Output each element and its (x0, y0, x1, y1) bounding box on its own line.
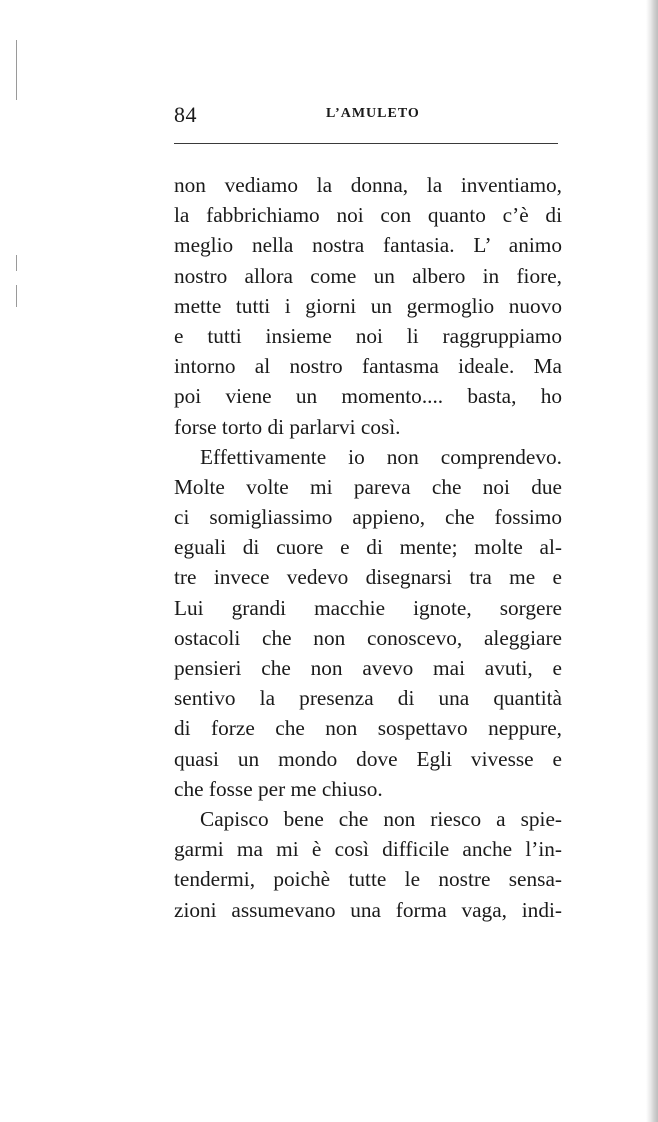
header-rule (174, 143, 558, 144)
running-title: L’AMULETO (326, 106, 420, 121)
text-line: di forze che non sospettavo neppure, (174, 716, 562, 741)
text-line: Effettivamente io non comprendevo. (200, 444, 562, 469)
text-line: zioni assumevano una forma vaga, indi- (174, 897, 562, 922)
text-line: forse torto di parlarvi così. (174, 414, 401, 439)
text-line: Lui grandi macchie ignote, sorgere (174, 595, 562, 620)
text-line: Molte volte mi pareva che noi due (174, 474, 562, 499)
text-line: e tutti insieme noi li raggruppiamo (174, 323, 562, 348)
left-margin-mark (16, 285, 17, 307)
running-header (174, 102, 560, 132)
body-text (174, 170, 562, 925)
text-line: Capisco bene che non riesco a spie- (200, 806, 562, 831)
text-line: mette tutti i giorni un germoglio nuovo (174, 293, 562, 318)
paragraph (174, 442, 562, 804)
text-line: intorno al nostro fantasma ideale. Ma (174, 354, 562, 379)
text-line: eguali di cuore e di mente; molte al- (174, 535, 562, 560)
left-margin-mark (16, 255, 17, 271)
text-line: nostro allora come un albero in fiore, (174, 263, 562, 288)
text-line: ci somigliassimo appieno, che fossimo (174, 505, 562, 530)
paragraph (174, 804, 562, 925)
text-line: garmi ma mi è così difficile anche l’in- (174, 837, 562, 862)
text-line: quasi un mondo dove Egli vivesse e (174, 746, 562, 771)
paragraph (174, 170, 562, 442)
text-line: pensieri che non avevo mai avuti, e (174, 656, 562, 680)
text-line: tendermi, poichè tutte le nostre sensa- (174, 867, 562, 892)
text-line: tre invece vedevo disegnarsi tra me e (174, 565, 562, 590)
left-margin-mark (16, 40, 17, 100)
text-line: che fosse per me chiuso. (174, 776, 383, 801)
page-number: 84 (174, 102, 197, 127)
text-line: meglio nella nostra fantasia. L’ animo (174, 233, 562, 258)
text-line: poi viene un momento.... basta, ho (174, 384, 562, 409)
text-line: ostacoli che non conoscevo, aleggiare (174, 625, 562, 650)
text-line: non vediamo la donna, la inventiamo, (174, 173, 562, 197)
page-edge-shadow (646, 0, 658, 1122)
text-line: sentivo la presenza di una quantità (174, 686, 562, 711)
text-line: la fabbrichiamo noi con quanto c’è di (174, 203, 562, 228)
